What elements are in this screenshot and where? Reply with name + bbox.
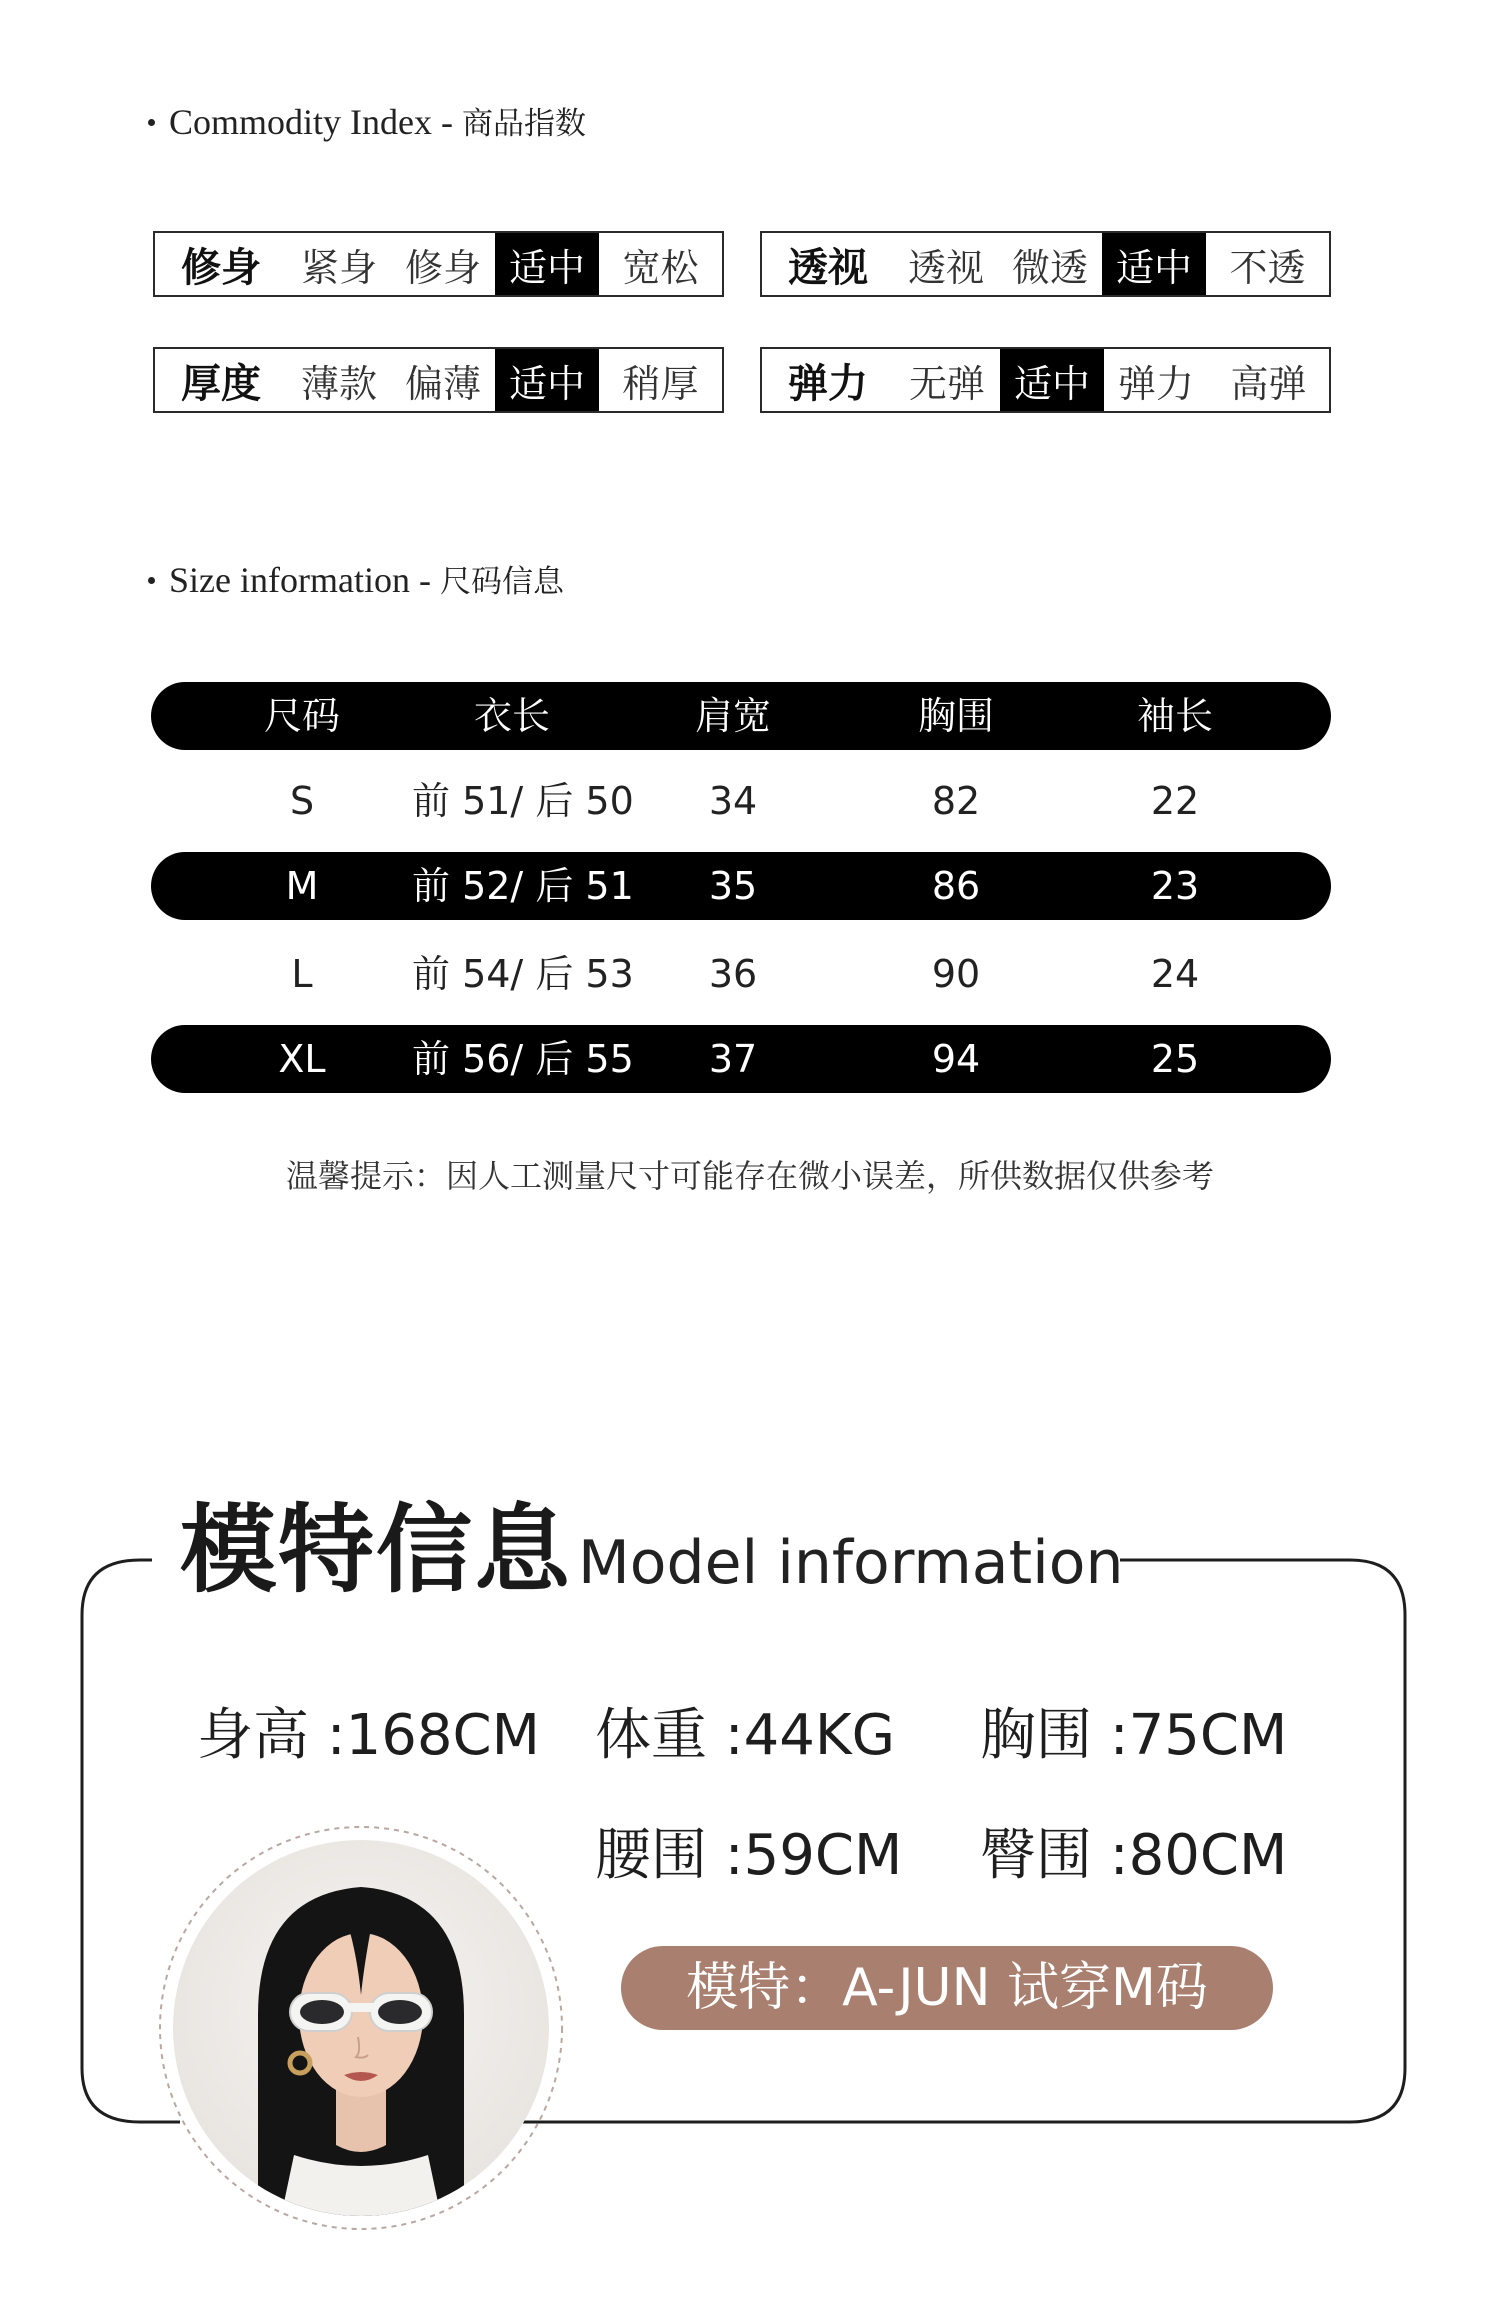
index-option: 修身 xyxy=(404,245,481,290)
column-header-sleeve: 袖长 xyxy=(1136,694,1213,738)
index-option-selected: 适中 xyxy=(495,233,599,295)
index-option: 无弹 xyxy=(908,361,985,406)
table-cell: 34 xyxy=(708,779,758,823)
index-option-selected: 适中 xyxy=(495,349,599,411)
table-cell: 90 xyxy=(931,952,981,996)
size-info-heading-en: Size information xyxy=(169,560,410,600)
model-waist: 腰围 :59CM xyxy=(595,1823,903,1888)
index-option: 紧身 xyxy=(300,245,377,290)
table-cell: 82 xyxy=(931,779,981,823)
column-header-shoulder: 肩宽 xyxy=(694,694,771,738)
table-cell: 37 xyxy=(708,1037,758,1081)
index-group-sheerness-label: 透视 xyxy=(788,244,868,291)
model-avatar xyxy=(158,1825,564,2231)
model-height: 身高 :168CM xyxy=(197,1703,540,1768)
model-weight: 体重 :44KG xyxy=(595,1703,896,1768)
model-hip: 臀围 :80CM xyxy=(980,1823,1288,1888)
table-cell: 36 xyxy=(708,952,758,996)
model-info-subtitle: Model information xyxy=(578,1528,1124,1598)
table-cell: S xyxy=(289,779,315,823)
column-header-length: 衣长 xyxy=(473,694,550,738)
index-group-fit-label: 修身 xyxy=(181,244,261,291)
commodity-index-heading-zh: 商品指数 xyxy=(462,106,586,142)
table-cell: 23 xyxy=(1150,864,1200,908)
index-option: 高弹 xyxy=(1230,361,1307,406)
index-group-thickness-label: 厚度 xyxy=(181,360,261,407)
commodity-index-heading-en: Commodity Index xyxy=(169,102,432,142)
table-cell: 35 xyxy=(708,864,758,908)
heading-separator: - xyxy=(432,102,462,142)
table-cell: L xyxy=(291,952,313,996)
table-cell: 前 52/ 后 51 xyxy=(412,864,634,908)
table-cell: XL xyxy=(278,1037,326,1081)
column-header-bust: 胸围 xyxy=(917,694,994,738)
index-option: 弹力 xyxy=(1117,361,1194,406)
table-cell: 25 xyxy=(1150,1037,1200,1081)
index-option: 薄款 xyxy=(300,361,377,406)
index-option: 宽松 xyxy=(622,245,699,290)
model-size-badge: 模特：A-JUN 试穿M码 xyxy=(621,1946,1273,2030)
index-option: 透视 xyxy=(907,245,984,290)
model-bust: 胸围 :75CM xyxy=(980,1703,1288,1768)
index-option: 稍厚 xyxy=(622,361,699,406)
table-cell: 86 xyxy=(931,864,981,908)
table-cell: 24 xyxy=(1150,952,1200,996)
heading-separator: - xyxy=(409,560,440,600)
table-cell: 前 54/ 后 53 xyxy=(412,952,634,996)
measurement-tip: 温馨提示：因人工测量尺寸可能存在微小误差，所供数据仅供参考 xyxy=(285,1157,1214,1195)
index-option: 微透 xyxy=(1011,245,1088,290)
index-option: 偏薄 xyxy=(404,361,481,406)
column-header-size: 尺码 xyxy=(263,694,340,738)
index-group-elasticity-label: 弹力 xyxy=(788,360,868,407)
table-cell: 前 56/ 后 55 xyxy=(412,1037,634,1081)
table-cell: 前 51/ 后 50 xyxy=(412,779,634,823)
table-cell: 94 xyxy=(931,1037,981,1081)
index-option: 不透 xyxy=(1229,245,1306,290)
index-option-selected: 适中 xyxy=(1102,233,1206,295)
table-cell: M xyxy=(285,864,319,908)
table-cell: 22 xyxy=(1150,779,1200,823)
model-info-title: 模特信息 xyxy=(180,1494,572,1606)
size-info-heading-zh: 尺码信息 xyxy=(439,564,564,600)
index-option-selected: 适中 xyxy=(1000,349,1104,411)
